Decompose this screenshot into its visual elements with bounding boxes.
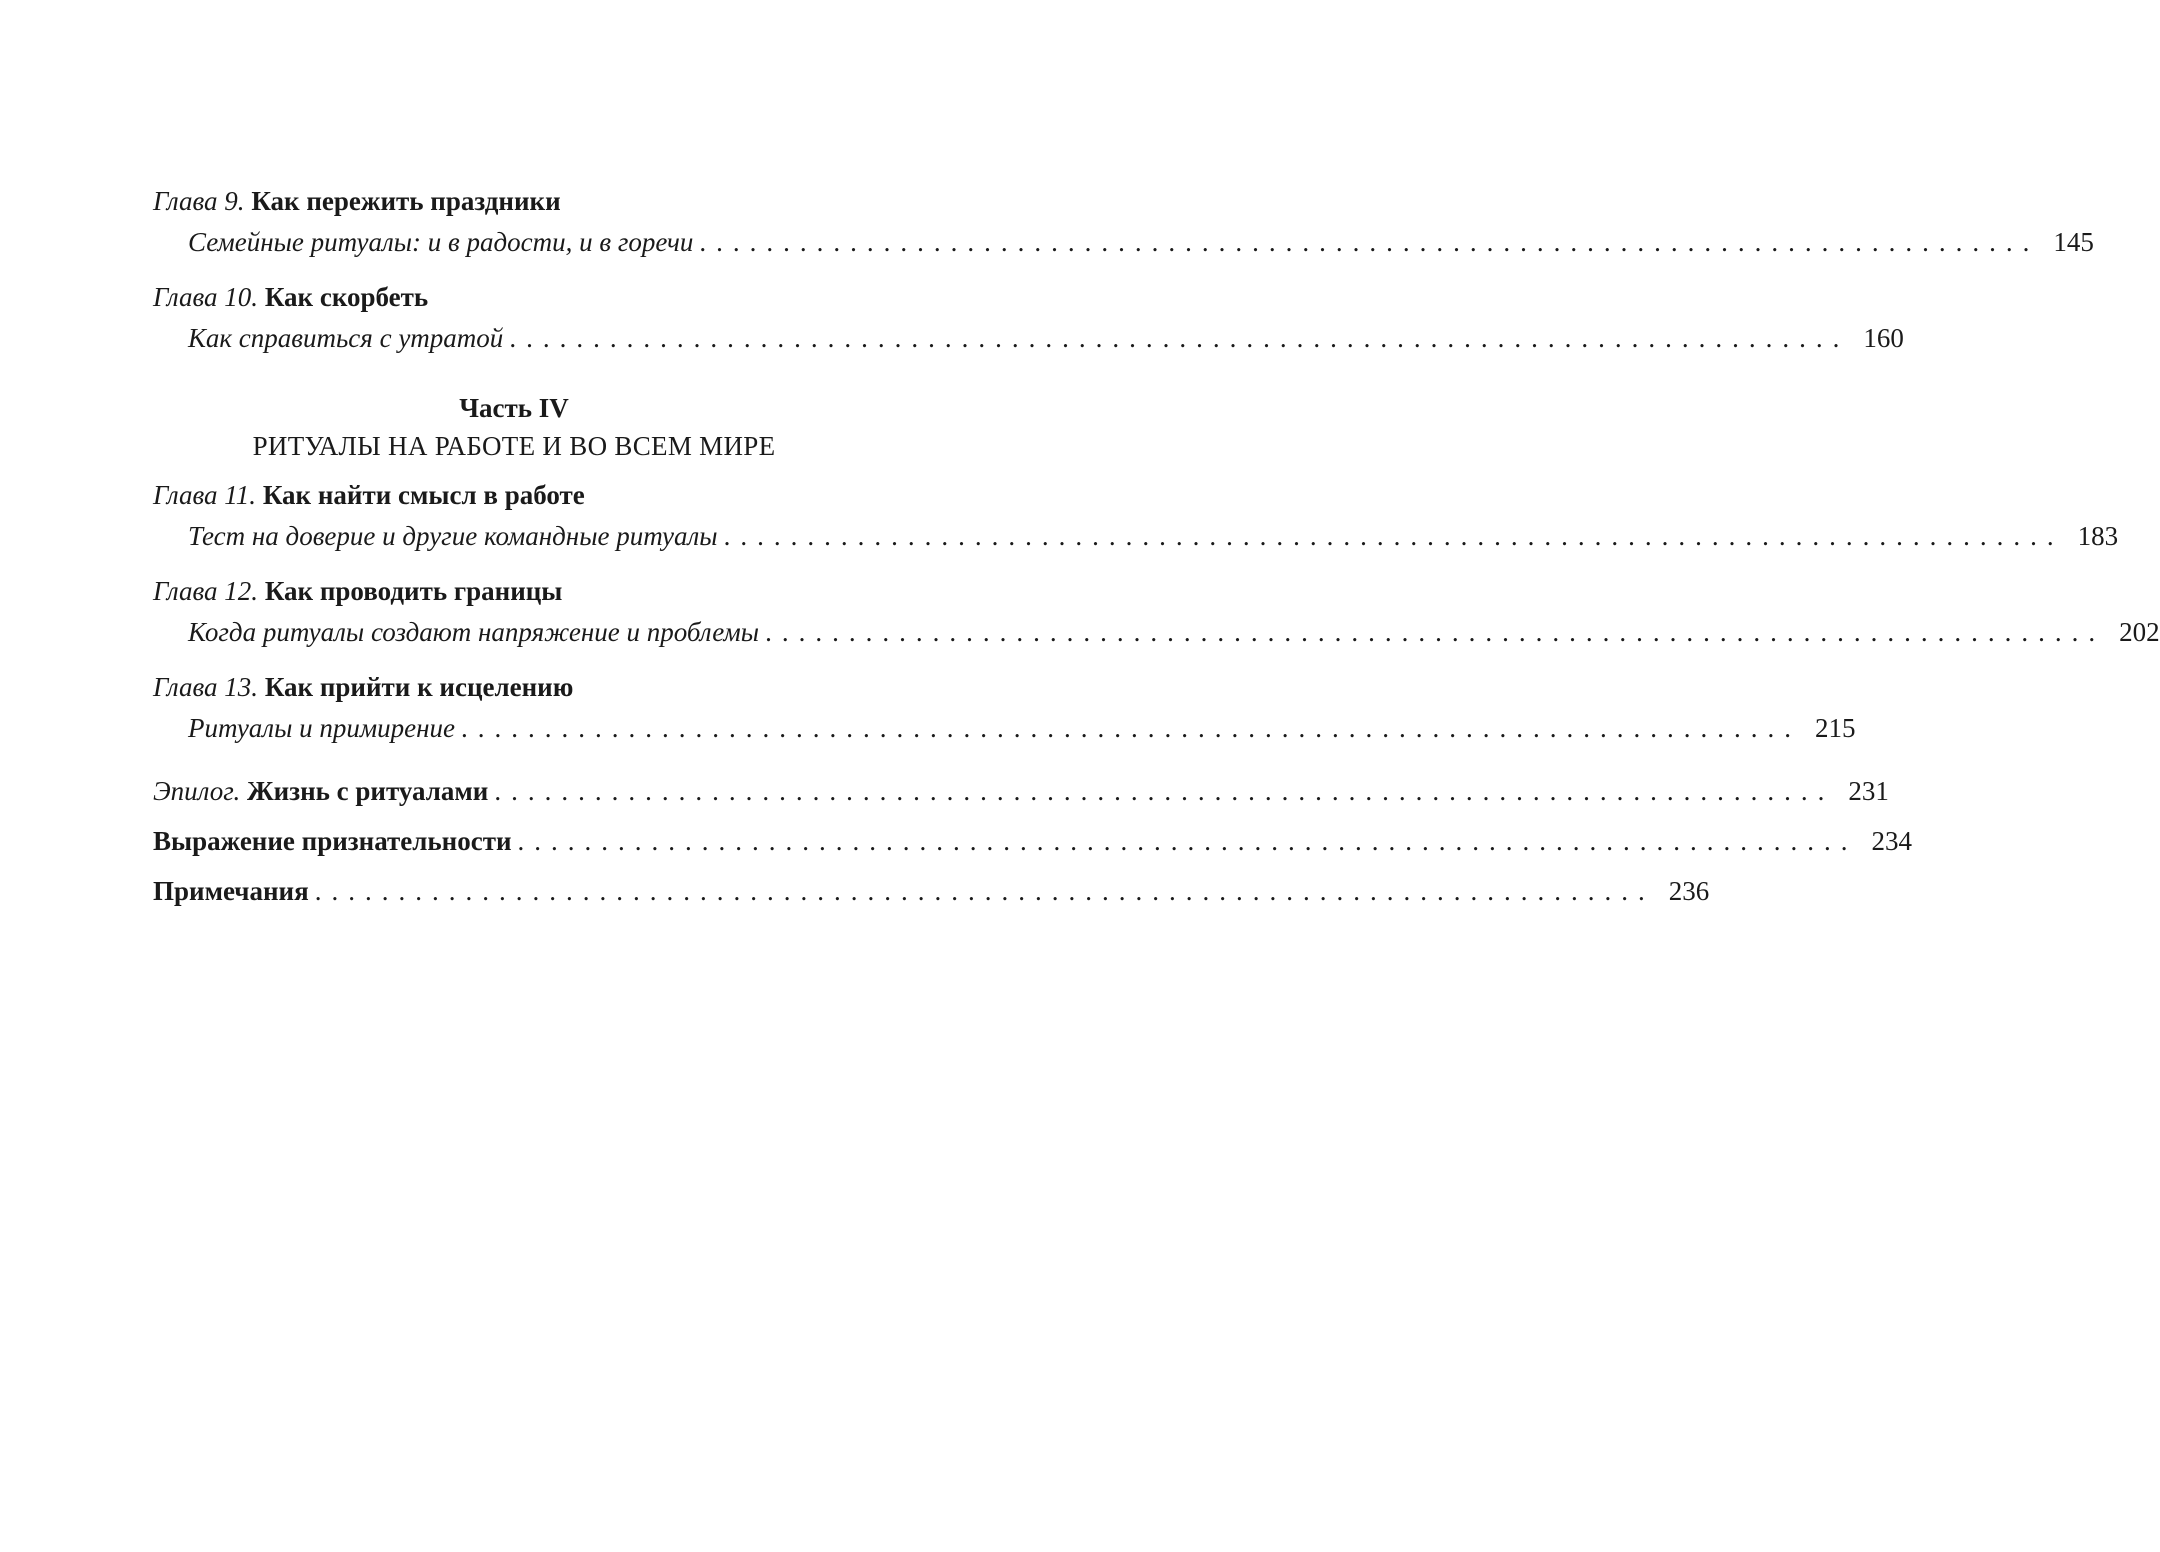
chapter-subtitle-line (153, 316, 1904, 360)
toc-chapter-10 (153, 278, 1904, 360)
chapter-name: Как пережить праздники (251, 186, 561, 216)
chapter-subtitle-line (153, 610, 2160, 654)
chapter-title (153, 278, 875, 316)
chapter-subtitle: Тест на доверие и другие командные ритуалы (188, 521, 718, 551)
leader-dots: ................................................................................ (723, 521, 2064, 551)
leader-dots: ................................................................................ (517, 826, 1858, 856)
page-number: 215 (1814, 713, 1856, 743)
toc-epilogue (153, 766, 1889, 816)
toc-chapter-13 (153, 668, 1856, 750)
page-number: 234 (1871, 826, 1913, 856)
epilogue-label: Эпилог. (153, 776, 241, 806)
chapter-subtitle-line (153, 220, 2094, 264)
part-label: Часть IV (459, 393, 569, 423)
chapter-label: Глава 12. (153, 576, 259, 606)
page-number: 183 (2077, 521, 2119, 551)
spacer (153, 750, 875, 766)
chapter-title (153, 182, 875, 220)
toc-chapter-12 (153, 572, 2160, 654)
toc-chapter-11 (153, 476, 2119, 558)
page-number: 202 (2119, 617, 2160, 647)
toc-chapter-9 (153, 182, 2094, 264)
chapter-label: Глава 9. (153, 186, 245, 216)
page-number: 145 (2053, 227, 2094, 257)
page-number: 231 (1848, 776, 1889, 806)
acknowledgements-title: Выражение признательности (153, 826, 512, 856)
notes-title: Примечания (153, 876, 309, 906)
leader-dots: ................................................................................ (699, 227, 2040, 257)
chapter-title (153, 572, 875, 610)
chapter-subtitle: Ритуалы и примирение (188, 713, 455, 743)
chapter-label: Глава 10. (153, 282, 259, 312)
chapter-title (153, 476, 875, 514)
part-heading (153, 390, 875, 466)
table-of-contents (153, 182, 2160, 916)
chapter-name: Как найти смысл в работе (262, 480, 585, 510)
page-number: 160 (1863, 323, 1904, 353)
toc-acknowledgements (153, 816, 1913, 866)
leader-dots: ................................................................................ (460, 713, 1801, 743)
page-number: 236 (1668, 876, 1710, 906)
chapter-subtitle: Как справиться с утратой (188, 323, 504, 353)
leader-dots: ................................................................................ (314, 876, 1655, 906)
chapter-label: Глава 11. (153, 480, 257, 510)
chapter-subtitle-line (153, 514, 2119, 558)
part-title: РИТУАЛЫ НА РАБОТЕ И ВО ВСЕМ МИРЕ (252, 431, 776, 461)
leader-dots: ................................................................................ (494, 776, 1835, 806)
chapter-name: Как проводить границы (264, 576, 563, 606)
toc-notes (153, 866, 1710, 916)
chapter-subtitle: Когда ритуалы создают напряжение и проблемы (188, 617, 760, 647)
leader-dots: ................................................................................ (765, 617, 2106, 647)
chapter-subtitle-line (153, 706, 1856, 750)
chapter-title (153, 668, 875, 706)
epilogue-name: Жизнь с ритуалами (246, 776, 489, 806)
leader-dots: ................................................................................ (509, 323, 1850, 353)
epilogue-title (153, 766, 488, 816)
chapter-name: Как прийти к исцелению (264, 672, 574, 702)
chapter-name: Как скорбеть (264, 282, 429, 312)
chapter-subtitle: Семейные ритуалы: и в радости, и в горечи (188, 227, 694, 257)
chapter-label: Глава 13. (153, 672, 259, 702)
